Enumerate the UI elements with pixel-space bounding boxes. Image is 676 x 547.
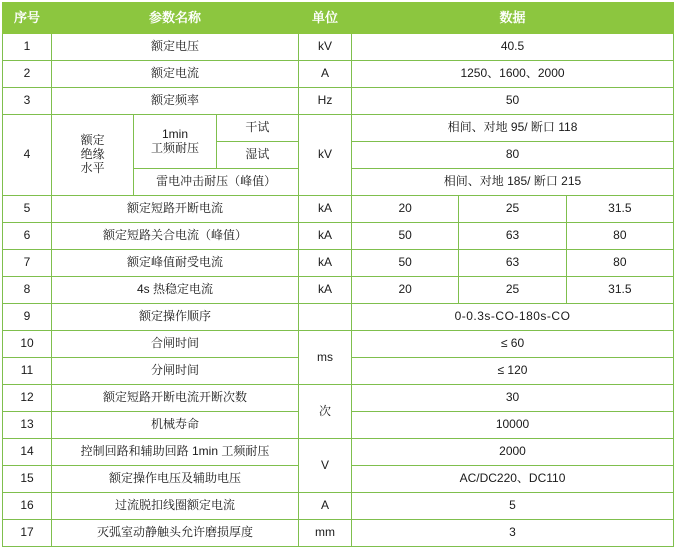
row-unit: ms	[299, 331, 352, 385]
row-name: 额定电压	[52, 34, 299, 61]
table-row	[3, 493, 674, 520]
row-name: 额定短路开断电流开断次数	[52, 385, 299, 412]
row-no: 14	[3, 439, 52, 466]
row-data-1: 20	[352, 277, 459, 304]
column-header-unit: 单位	[299, 3, 352, 34]
lightning-impulse-label: 雷电冲击耐压（峰值）	[134, 169, 299, 196]
table-row	[3, 115, 674, 142]
row-no: 5	[3, 196, 52, 223]
column-header-no: 序号	[3, 3, 52, 34]
row-name: 额定短路开断电流	[52, 196, 299, 223]
row-data-2: 63	[459, 250, 566, 277]
row-unit: A	[299, 493, 352, 520]
row-data: 相间、对地 95/ 断口 118	[352, 115, 674, 142]
row-no: 16	[3, 493, 52, 520]
row-unit: Hz	[299, 88, 352, 115]
power-frequency-label	[134, 115, 216, 169]
row-data: 1250、1600、2000	[352, 61, 674, 88]
row-no: 12	[3, 385, 52, 412]
insulation-group-label-line3: 水平	[80, 160, 105, 175]
row-data: 5	[352, 493, 674, 520]
row-name: 灭弧室动静触头允许磨损厚度	[52, 520, 299, 547]
column-header-name: 参数名称	[52, 3, 299, 34]
table-header-row	[3, 3, 674, 34]
row-no: 11	[3, 358, 52, 385]
row-name: 额定频率	[52, 88, 299, 115]
wet-test-label: 湿试	[216, 142, 298, 169]
row-name: 额定峰值耐受电流	[52, 250, 299, 277]
row-name: 机械寿命	[52, 412, 299, 439]
row-data-1: 20	[352, 196, 459, 223]
table-row	[3, 196, 674, 223]
row-data-2: 25	[459, 277, 566, 304]
row-data-2: 63	[459, 223, 566, 250]
row-unit: 次	[299, 385, 352, 439]
table-row	[3, 277, 674, 304]
row-no: 3	[3, 88, 52, 115]
row-name: 过流脱扣线圈额定电流	[52, 493, 299, 520]
row-data-3: 31.5	[566, 277, 673, 304]
row-name: 额定电流	[52, 61, 299, 88]
insulation-group-label-line1: 额定	[80, 133, 105, 148]
row-data: ≤ 120	[352, 358, 674, 385]
row-unit: kA	[299, 223, 352, 250]
row-data: 3	[352, 520, 674, 547]
row-no: 7	[3, 250, 52, 277]
row-unit: kA	[299, 277, 352, 304]
row-no: 4	[3, 115, 52, 196]
row-unit: A	[299, 61, 352, 88]
row-unit	[299, 304, 352, 331]
row-no: 8	[3, 277, 52, 304]
row-unit: kV	[299, 115, 352, 196]
row-data: 相间、对地 185/ 断口 215	[352, 169, 674, 196]
row-unit: kA	[299, 250, 352, 277]
row-data-3: 31.5	[566, 196, 673, 223]
table-row	[3, 385, 674, 412]
row-data-3: 80	[566, 250, 673, 277]
row-data: 50	[352, 88, 674, 115]
row-data: 2000	[352, 439, 674, 466]
row-unit: kA	[299, 196, 352, 223]
table-row	[3, 250, 674, 277]
row-data-1: 50	[352, 223, 459, 250]
table-row	[3, 331, 674, 358]
row-name: 额定短路关合电流（峰值）	[52, 223, 299, 250]
row-no: 1	[3, 34, 52, 61]
row-data-3: 80	[566, 223, 673, 250]
row-no: 15	[3, 466, 52, 493]
specification-table	[2, 2, 674, 547]
row-data-2: 25	[459, 196, 566, 223]
insulation-group-label	[52, 115, 134, 196]
row-name: 分闸时间	[52, 358, 299, 385]
table-row	[3, 520, 674, 547]
table-row	[3, 223, 674, 250]
row-data: ≤ 60	[352, 331, 674, 358]
table-row	[3, 61, 674, 88]
row-unit: kV	[299, 34, 352, 61]
spec-table-container	[0, 2, 676, 540]
row-name: 合闸时间	[52, 331, 299, 358]
row-no: 13	[3, 412, 52, 439]
row-name: 额定操作电压及辅助电压	[52, 466, 299, 493]
table-row	[3, 88, 674, 115]
row-data: 10000	[352, 412, 674, 439]
dry-test-label: 干试	[216, 115, 298, 142]
power-frequency-label-line2: 工频耐压	[150, 140, 199, 155]
row-name: 控制回路和辅助回路 1min 工频耐压	[52, 439, 299, 466]
row-data: 40.5	[352, 34, 674, 61]
power-frequency-label-line1: 1min	[161, 126, 188, 141]
row-data: AC/DC220、DC110	[352, 466, 674, 493]
row-no: 2	[3, 61, 52, 88]
row-data: 80	[352, 142, 674, 169]
row-unit: mm	[299, 520, 352, 547]
insulation-group-label-line2: 绝缘	[80, 147, 105, 162]
column-header-data: 数据	[352, 3, 674, 34]
table-row	[3, 304, 674, 331]
row-unit: V	[299, 439, 352, 493]
row-no: 9	[3, 304, 52, 331]
table-row	[3, 34, 674, 61]
row-data: 30	[352, 385, 674, 412]
row-data-1: 50	[352, 250, 459, 277]
row-no: 6	[3, 223, 52, 250]
row-name: 4s 热稳定电流	[52, 277, 299, 304]
row-no: 17	[3, 520, 52, 547]
row-data: 0-0.3s-CO-180s-CO	[352, 304, 674, 331]
row-no: 10	[3, 331, 52, 358]
table-row	[3, 439, 674, 466]
row-name: 额定操作顺序	[52, 304, 299, 331]
